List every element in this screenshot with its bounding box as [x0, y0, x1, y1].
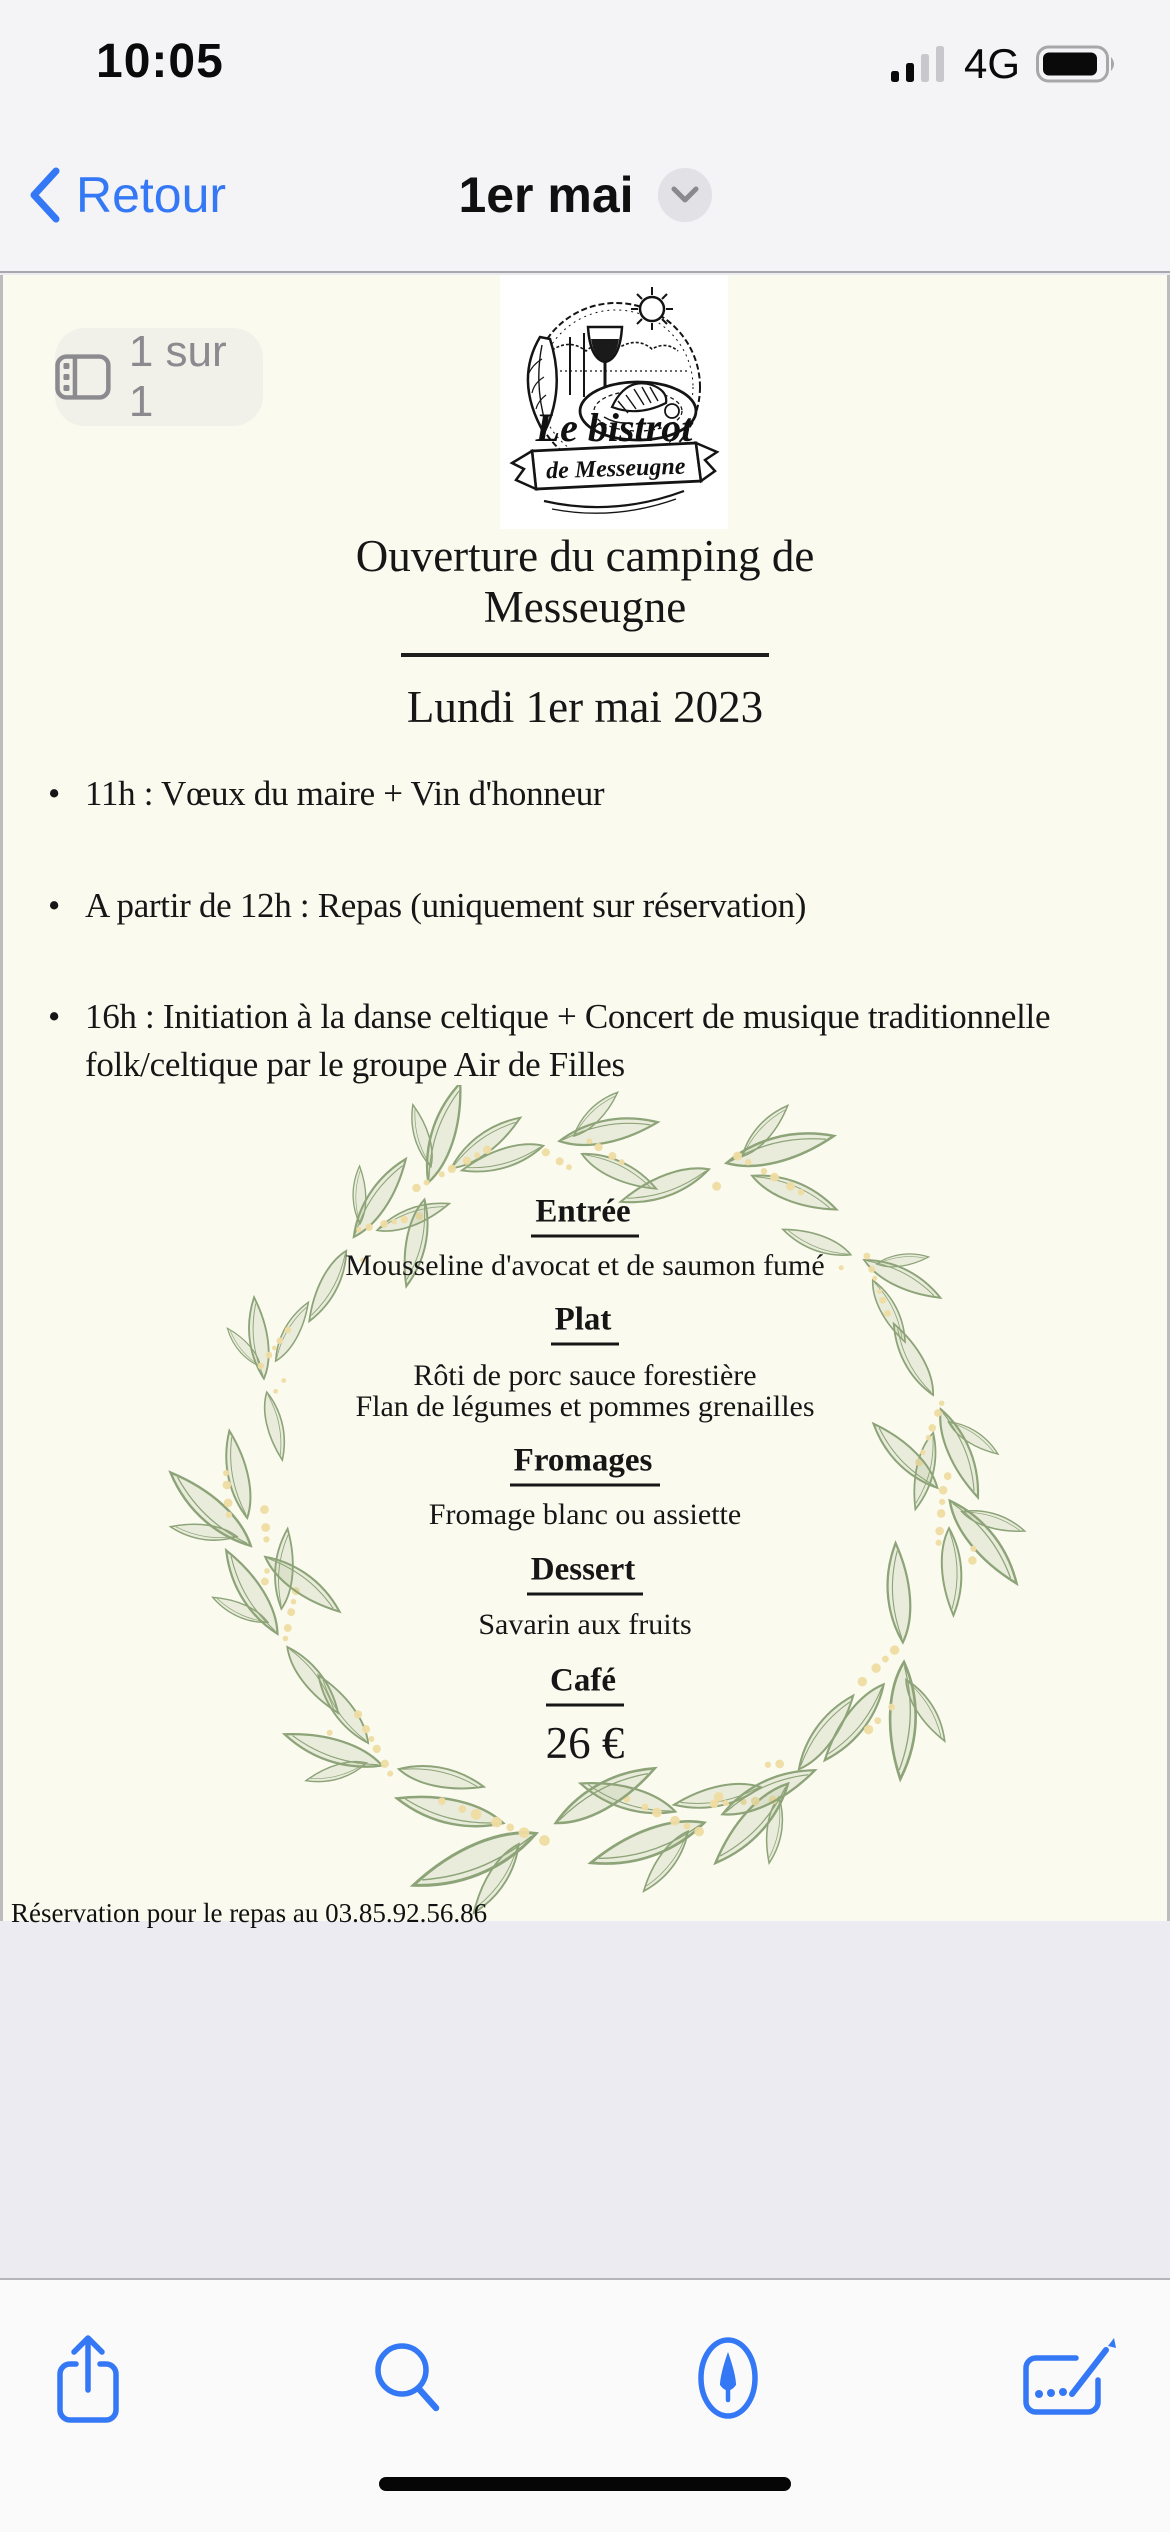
menu-item-plat-2: Flan de légumes et pommes grenailles — [355, 1390, 815, 1423]
status-time: 10:05 — [96, 35, 224, 88]
schedule-bullet-1 — [39, 770, 1159, 818]
back-button-label: Retour — [76, 167, 227, 223]
menu-price: 26 € — [545, 1718, 625, 1768]
share-icon — [50, 2332, 126, 2428]
bistrot-logo-drawing — [500, 275, 728, 529]
menu-header-plat-text: Plat — [551, 1302, 620, 1346]
page-count-badge[interactable] — [55, 328, 263, 426]
home-indicator[interactable] — [379, 2477, 791, 2491]
menu-item-entree: Mousseline d'avocat et de saumon fumé — [345, 1249, 825, 1282]
schedule-bullet-2 — [39, 882, 1159, 930]
page-count-label: 1 sur 1 — [128, 327, 227, 426]
reservation-note: Réservation pour le repas au 03.85.92.56.86 — [11, 1898, 488, 1928]
share-button[interactable] — [50, 2332, 126, 2433]
menu-header-plat — [3, 1302, 1167, 1339]
flyer-date: Lundi 1er mai 2023 — [406, 682, 764, 732]
markup-pen-icon — [690, 2332, 766, 2428]
menu-header-fromages — [3, 1443, 1167, 1480]
menu-header-dessert — [3, 1552, 1167, 1589]
schedule-bullet-1-text: • 11h : Vœux du maire + Vin d'honneur — [85, 774, 605, 813]
bistrot-logo — [500, 275, 728, 529]
schedule-bullet-3-text: • 16h : Initiation à la danse celtique + Concert de musique traditionnelle folk/celtique par le groupe Air de Filles — [85, 997, 1051, 1084]
menu-header-fromages-text: Fromages — [510, 1443, 661, 1487]
logo-text-line1: Le bistrot — [535, 405, 693, 450]
menu-header-entree — [3, 1194, 1167, 1231]
title-divider — [401, 653, 769, 657]
menu-header-cafe-text: Café — [546, 1663, 624, 1707]
menu-item-dessert: Savarin aux fruits — [478, 1608, 692, 1641]
battery-icon — [1036, 44, 1118, 84]
cellular-signal-icon — [890, 44, 948, 84]
menu-header-dessert-text: Dessert — [527, 1552, 643, 1596]
menu-header-cafe — [3, 1663, 1167, 1700]
pdf-page[interactable] — [0, 275, 1170, 1928]
search-button[interactable] — [368, 2332, 446, 2433]
signature-icon — [1014, 2332, 1118, 2428]
title-dropdown-button[interactable] — [658, 168, 712, 222]
schedule-bullet-3 — [39, 993, 1159, 1089]
search-icon — [368, 2332, 446, 2428]
flyer-title-line2: Messeugne — [483, 582, 687, 632]
menu-item-plat-1: Rôti de porc sauce forestière — [413, 1359, 757, 1392]
schedule-bullet-2-text: • A partir de 12h : Repas (uniquement sur réservation) — [85, 886, 807, 925]
chevron-left-icon — [28, 167, 60, 223]
bottom-toolbar — [0, 2278, 1170, 2532]
top-chrome — [0, 0, 1170, 273]
flyer-title-line1: Ouverture du camping de — [355, 531, 815, 581]
signature-button[interactable] — [1014, 2332, 1118, 2433]
page-thumbnails-icon — [55, 354, 111, 400]
markup-button[interactable] — [690, 2332, 766, 2433]
document-title: 1er mai — [458, 167, 634, 223]
network-type-label: 4G — [963, 40, 1020, 87]
status-icons — [890, 40, 1118, 88]
menu-header-entree-text: Entrée — [531, 1194, 638, 1238]
back-button[interactable] — [28, 166, 226, 224]
menu-item-fromages: Fromage blanc ou assiette — [428, 1498, 742, 1531]
chevron-down-icon — [671, 186, 699, 204]
flyer-title — [3, 531, 1167, 633]
logo-text-line2: de Messeugne — [545, 453, 686, 485]
